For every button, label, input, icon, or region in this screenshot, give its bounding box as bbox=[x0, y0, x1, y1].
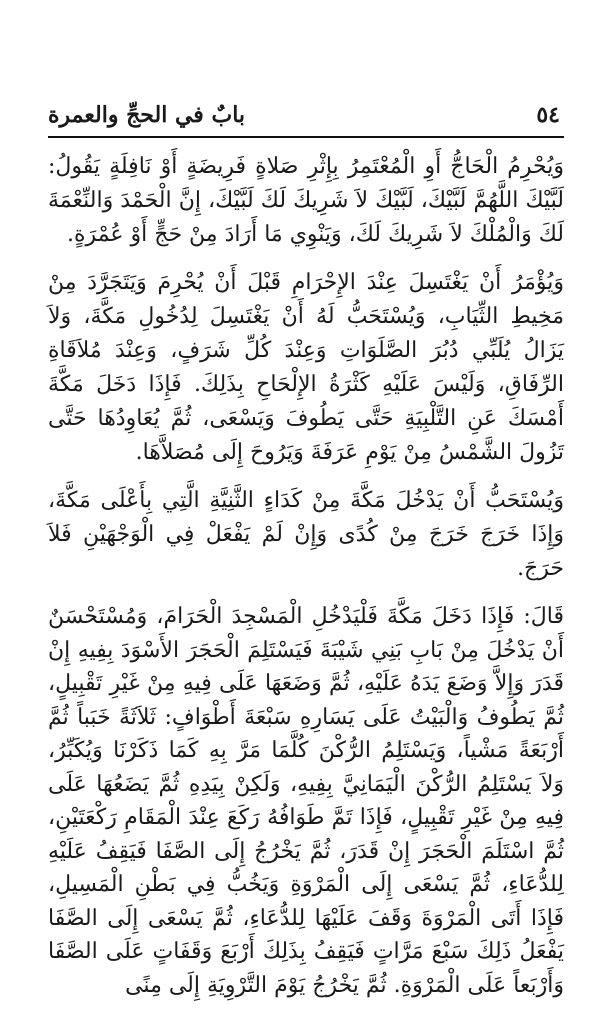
paragraph-ihram: وَيُؤْمَرُ أَنْ يَغْتَسِلَ عِنْدَ الإِحْرَامِ قَبْلَ أَنْ يُحْرِمَ وَيَتَجَرَّدَ مِنْ مَخِيطِ الثِّيَابِ، وَيُسْتَحَبُّ لَهُ أَنْ يَغْتَسِلَ لِدُخُولِ مَكَّةَ، وَلاَ يَزَالُ يُلَبِّي دُبُرَ الصَّلَوَاتِ وَعِنْدَ كُلِّ شَرَفٍ، وَعِنْدَ مُلاَقَاةِ الرِّفَاقِ، وَلَيْسَ عَلَيْهِ كَثْرَةُ الإِلْحَاحِ بِذَلِكَ. فَإِذَا دَخَلَ مَكَّةَ أَمْسَكَ عَنِ التَّلْبِيَةِ حَتَّى يَطُوفَ وَيَسْعَى، ثُمَّ يُعَاوِدُهَا حَتَّى تَزُولَ الشَّمْسُ مِنْ يَوْمِ عَرَفَةَ وَيَرُوحَ إِلَى مُصَلاَّهَا. bbox=[48, 270, 564, 465]
running-title: بابٌ في الحجِّ والعمرة bbox=[48, 102, 246, 128]
header-rule bbox=[48, 136, 564, 138]
paragraph-tawaf-sai: قَالَ: فَإِذَا دَخَلَ مَكَّةَ فَلْيَدْخُلِ الْمَسْجِدَ الْحَرَامَ، وَمُسْتَحْسَنٌ أَنْ يَدْخُلَ مِنْ بَابِ بَنِي شَيْبَةَ فَيَسْتَلِمَ الْحَجَرَ الأَسْوَدَ بِفِيهِ إِنْ قَدَرَ وَإِلاَّ وَضَعَ يَدَهُ عَلَيْهِ، ثُمَّ وَضَعَهَا عَلَى فِيهِ مِنْ غَيْرِ تَقْبِيلٍ، ثُمَّ يَطُوفُ وَالْبَيْتُ عَلَى يَسَارِهِ سَبْعَةَ أَطْوَافٍ: ثَلاَثَةً خَبَباً ثُمَّ أَرْبَعَةً مَشْياً، وَيَسْتَلِمُ الرُّكْنَ كُلَّمَا مَرَّ بِهِ كَمَا ذَكَرْنَا وَيُكَبِّرُ، وَلاَ يَسْتَلِمُ الرُّكْنَ الْيَمَانِيَّ بِفِيهِ، وَلَكِنْ بِيَدِهِ ثُمَّ يَضَعُهَا عَلَى فِيهِ مِنْ غَيْرِ تَقْبِيلٍ، فَإِذَا تَمَّ طَوَافُهُ رَكَعَ عِنْدَ الْمَقَامِ رَكْعَتَيْنِ، ثُمَّ اسْتَلَمَ الْحَجَرَ إِنْ قَدَرَ، ثُمَّ يَخْرُجُ إِلَى الصَّفَا فَيَقِفُ عَلَيْهِ لِلدُّعَاءِ، ثُمَّ يَسْعَى إِلَى الْمَرْوَةِ وَيَخُبُّ فِي بَطْنِ الْمَسِيلِ، فَإِذَا أَتَى الْمَرْوَةَ وَقَفَ عَلَيْهَا لِلدُّعَاءِ، ثُمَّ يَسْعَى إِلَى الصَّفَا يَفْعَلُ ذَلِكَ سَبْعَ مَرَّاتٍ فَيَقِفُ بِذَلِكَ أَرْبَعَ وَقَفَاتٍ عَلَى الصَّفَا وَأَرْبَعاً عَلَى الْمَرْوَةِ. ثُمَّ يَخْرُجُ يَوْمَ التَّرْوِيَةِ إِلَى مِنًى bbox=[48, 604, 564, 998]
paragraph-entering-makkah: وَيُسْتَحَبُّ أَنْ يَدْخُلَ مَكَّةَ مِنْ كَدَاءٍ الثَّنِيَّةِ الَّتِي بِأَعْلَى مَكَّةَ، وَإِذَا خَرَجَ خَرَجَ مِنْ كُدًى وَإِنْ لَمْ يَفْعَلْ فِي الْوَجْهَيْنِ فَلاَ حَرَجَ. bbox=[48, 488, 564, 581]
page-body bbox=[48, 150, 564, 1016]
page-number: ٥٤ bbox=[536, 102, 560, 128]
page-header bbox=[48, 98, 564, 134]
paragraph-talbiyah: وَيُحْرِمُ الْحَاجُّ أَوِ الْمُعْتَمِرُ بِإِثْرِ صَلاةٍ فَرِيضَةٍ أَوْ نَافِلَةٍ يَقُولُ: لَبَّيْكَ اللَّهُمَّ لَبَّيْكَ، لَبَّيْكَ لاَ شَرِيكَ لَكَ لَبَّيْكَ، إِنَّ الْحَمْدَ وَالنِّعْمَةَ لَكَ وَالْمُلْكَ لاَ شَرِيكَ لَكَ، وَيَنْوِي مَا أَرَادَ مِنْ حَجٍّ أَوْ عُمْرَةٍ. bbox=[48, 154, 564, 247]
